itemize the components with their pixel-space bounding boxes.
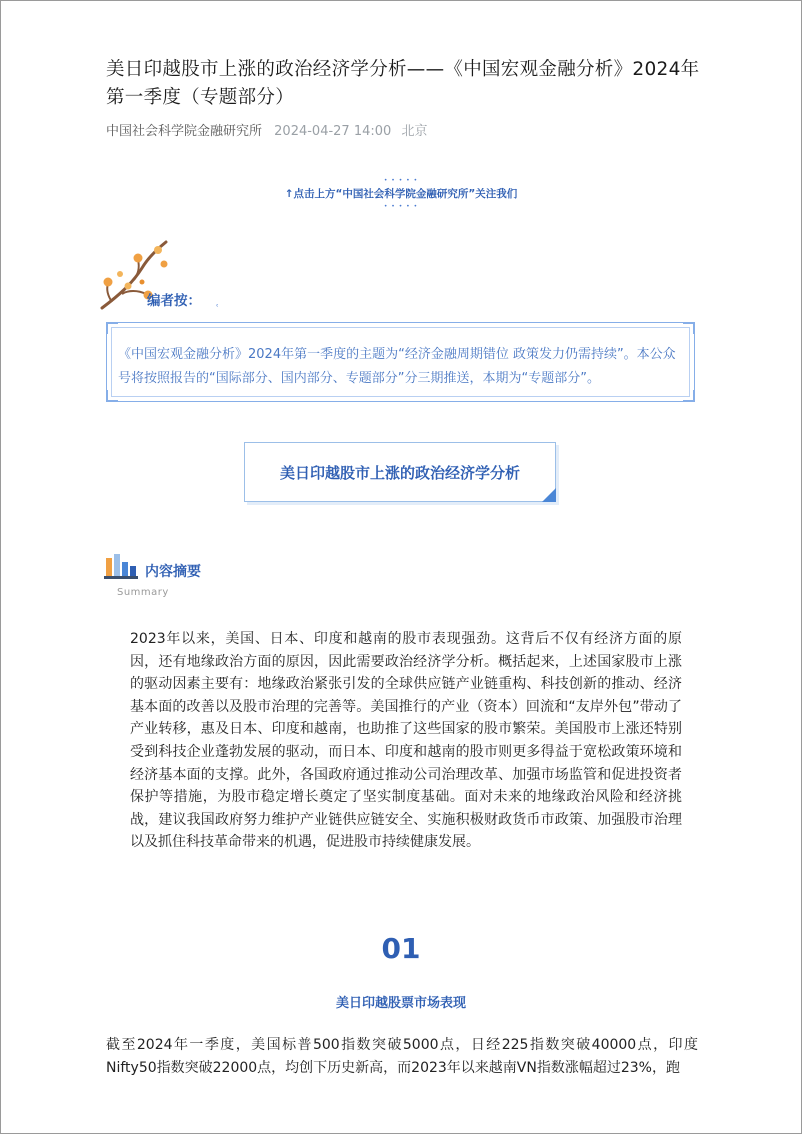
editor-quote-icon: ʿ: [216, 304, 219, 314]
editor-note-text: 《中国宏观金融分析》2024年第一季度的主题为“经济金融周期错位 政策发力仍需持续”。本公众号将按照报告的“国际部分、国内部分、专题部分”分三期推送，本期为“专题部分”。: [118, 347, 676, 386]
publish-location: 北京: [401, 124, 428, 139]
section-title: 美日印越股票市场表现: [335, 996, 466, 1011]
summary-text: 2023年以来，美国、日本、印度和越南的股市表现强劲。这背后不仅有经济方面的原因，还有地缘政治方面的原因，因此需要政治经济学分析。概括起来，上述国家股市上涨的驱动因素主要有：地缘政治紧张引发的全球供应链产业链重构、科技创新的推动、经济基本面的改善以及股市治理的完善等。美国推行的产业（资本）回流和“友岸外包”带动了产业转移，惠及日本、印度和越南，也助推了这些国家的股市繁荣。美国股市上涨还特别受到科技企业蓬勃发展的驱动，而日本、印度和越南的股市则更多得益于宽松政策环境和经济基本面的支撑。此外，各国政府通过推动公司治理改革、加强市场监管和促进投资者保护等措施，为股市稳定增长奠定了坚实制度基础。面对未来的地缘政治风险和经济挑战，建议我国政府努力维护产业链供应链安全、实施积极财政货币市政策、加强股市治理以及抓住科技革命带来的机遇，促进股市持续健康发展。: [130, 631, 682, 851]
editor-note-heading: 编者按：: [147, 293, 201, 309]
section-body-text: 截至2024年一季度，美国标普500指数突破5000点，日经225指数突破40000点，印度Nifty50指数突破22000点，均创下历史新高，而2023年以来越南VN指数涨幅超过23%，跑: [106, 1037, 698, 1076]
corner-decor-tr: [683, 322, 695, 334]
corner-decor-bl: [106, 390, 118, 402]
summary-heading: 内容摘要: [145, 564, 201, 580]
summary-icon: [104, 552, 138, 580]
banner-title: 美日印越股市上涨的政治经济学分析: [279, 463, 520, 482]
banner-corner-icon: [542, 488, 556, 502]
follow-prompt-text: ↑点击上方“中国社会科学院金融研究所”关注我们: [284, 188, 518, 200]
source-link[interactable]: 中国社会科学院金融研究所: [106, 124, 263, 139]
topic-banner: [244, 442, 556, 502]
summary-heading-en: Summary: [117, 587, 169, 598]
corner-decor-br: [683, 390, 695, 402]
publish-datetime: 2024-04-27 14:00: [274, 124, 392, 139]
decor-dots-top: • • • • •: [383, 177, 419, 184]
article-title: 美日印越股市上涨的政治经济学分析——《中国宏观金融分析》2024年第一季度（专题部分）: [106, 59, 700, 108]
follow-prompt[interactable]: [0, 178, 802, 210]
decor-dots-bottom: • • • • •: [383, 203, 419, 210]
corner-decor-tl: [106, 322, 118, 334]
section-number: 01: [381, 932, 421, 965]
article-meta: [106, 120, 427, 139]
